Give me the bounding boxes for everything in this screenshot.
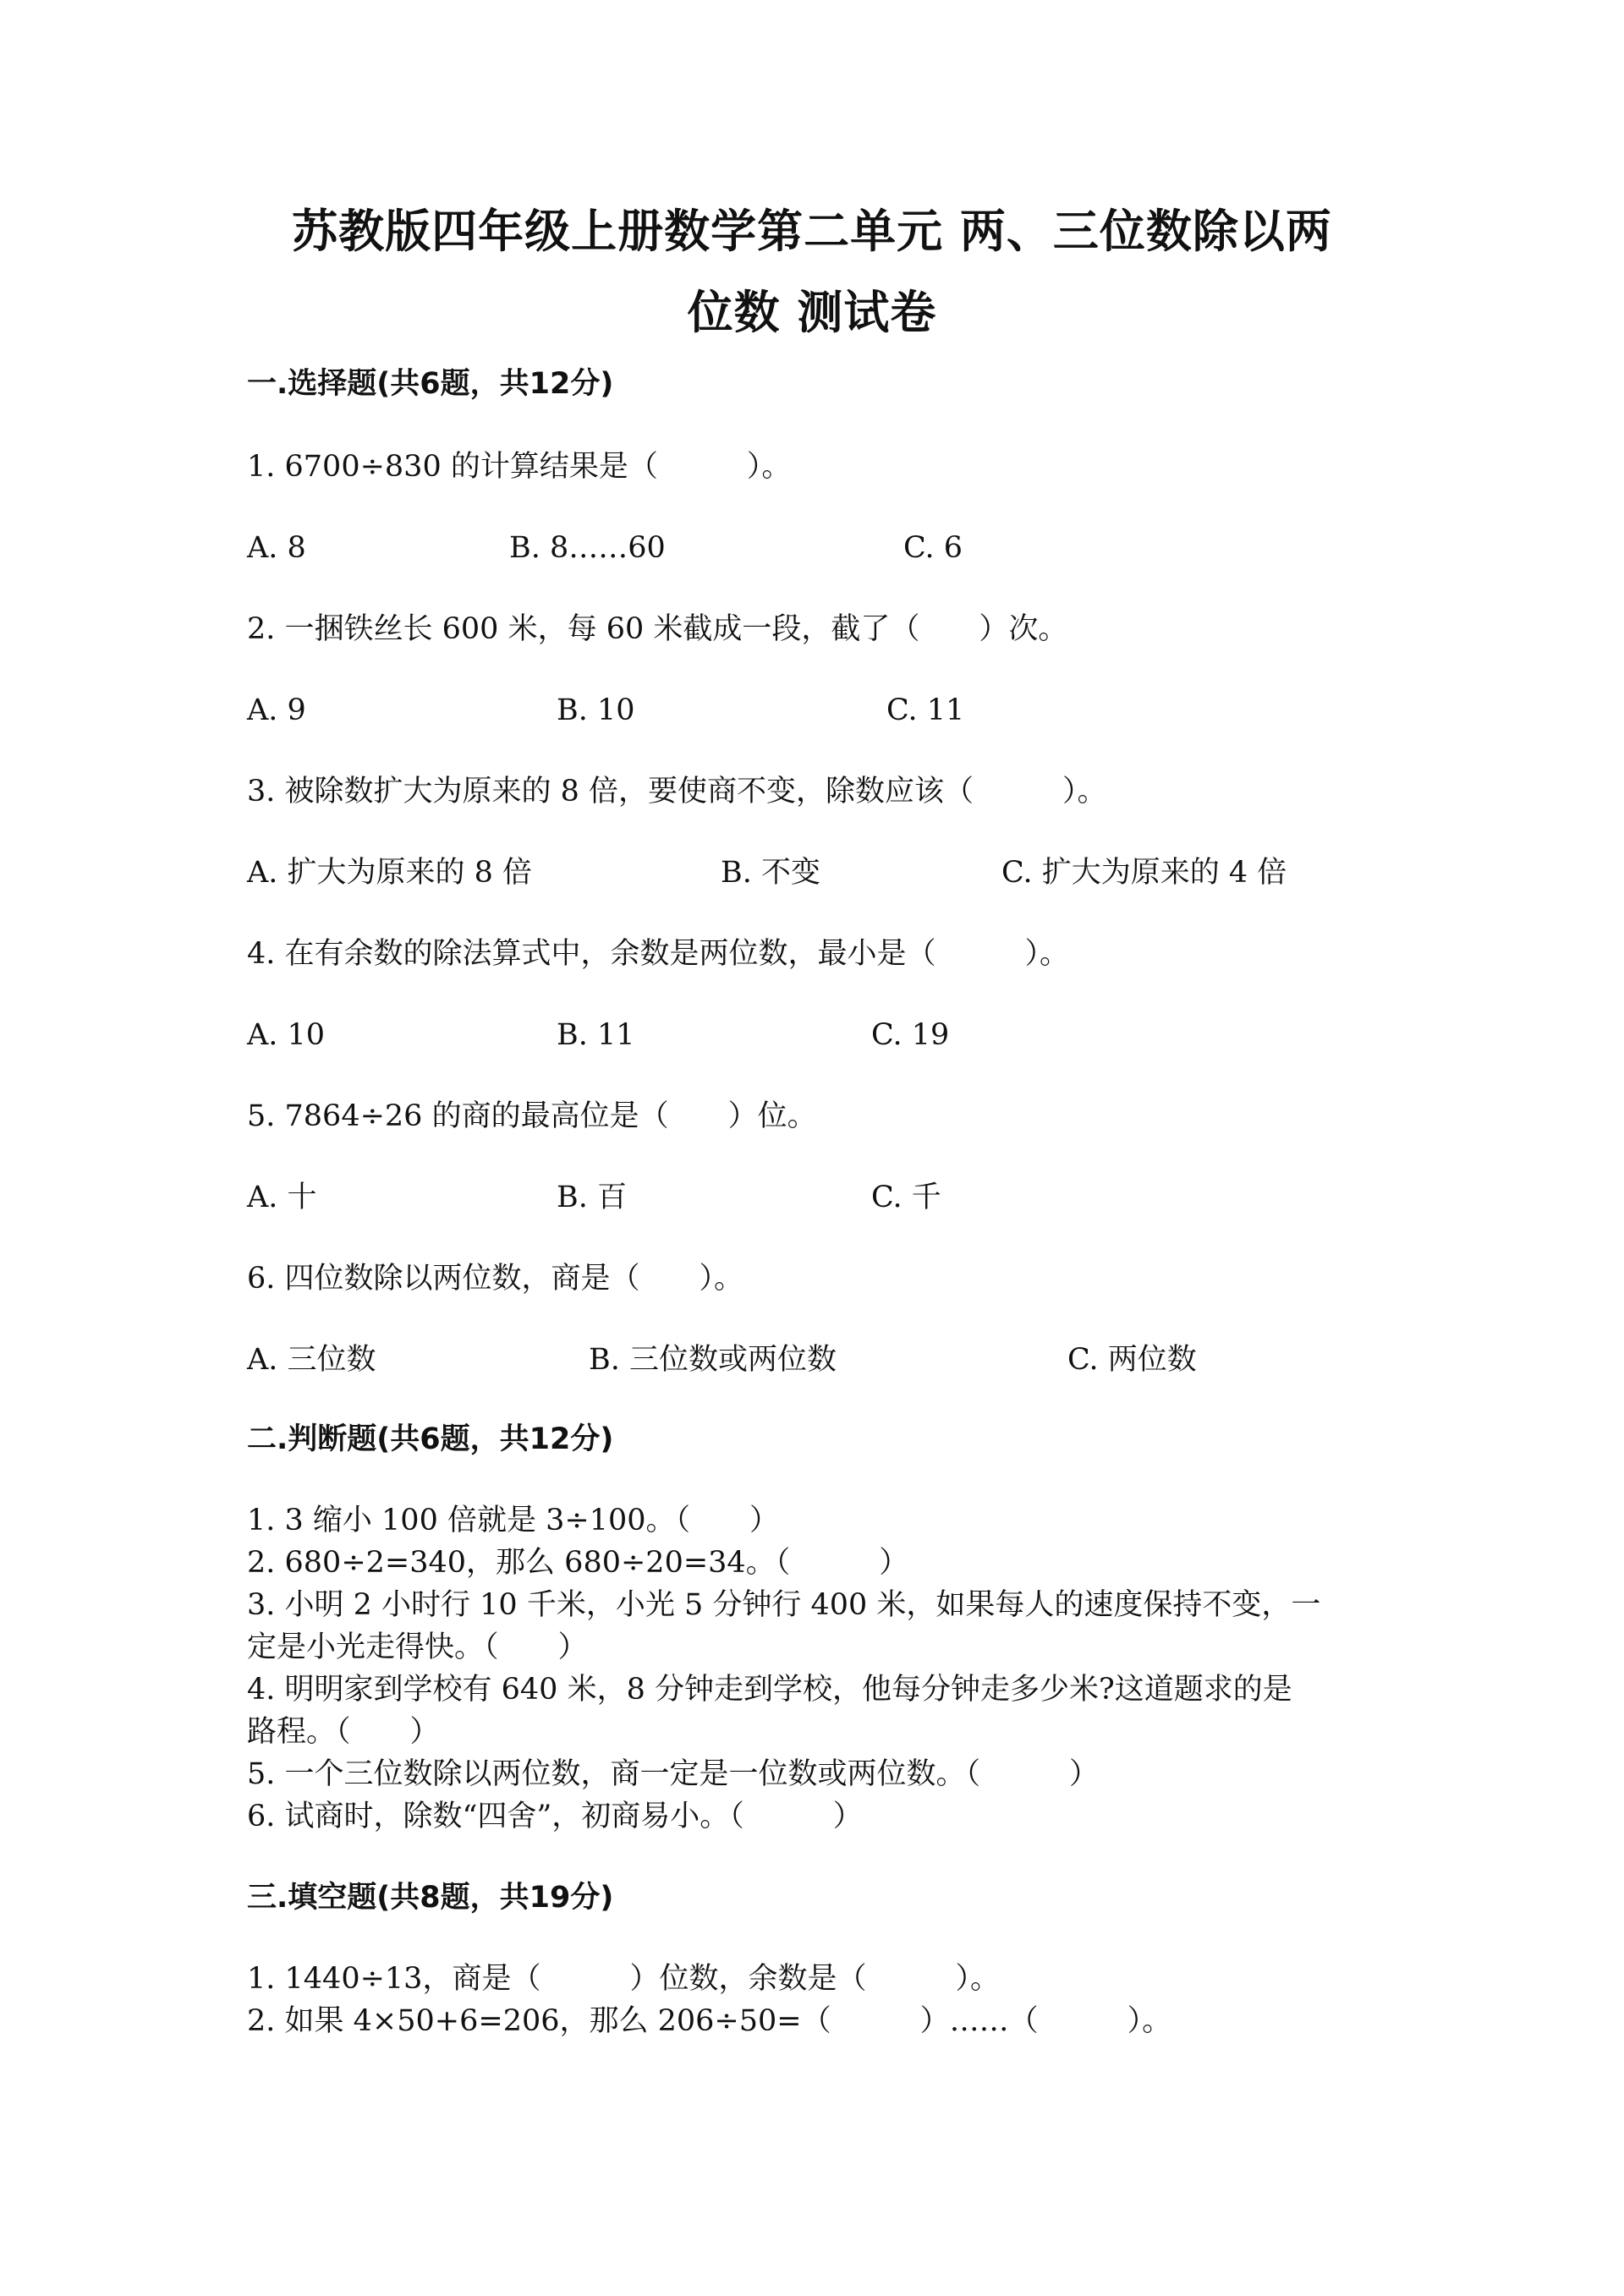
- judge-line-3-continued: 定是小光走得快。（ ）: [247, 1630, 588, 1664]
- page-title: [203, 191, 1421, 353]
- section-heading-fill: 三.填空题(共8题，共19分): [247, 1881, 614, 1915]
- judge-line-4-continued: 路程。（ ）: [247, 1715, 440, 1749]
- choice-2-option-c: C. 11: [886, 693, 965, 727]
- choice-3-option-b: B. 不变: [721, 856, 820, 890]
- section-heading-judge: 二.判断题(共6题，共12分): [247, 1422, 614, 1456]
- choice-4-option-a: A. 10: [247, 1018, 326, 1052]
- choice-3-option-c: C. 扩大为原来的 4 倍: [1001, 856, 1287, 890]
- judge-line-4: 4. 明明家到学校有 640 米，8 分钟走到学校，他每分钟走多少米?这道题求的是: [247, 1673, 1292, 1707]
- choice-6-option-c: C. 两位数: [1067, 1343, 1197, 1377]
- choice-4-option-b: B. 11: [557, 1018, 635, 1052]
- choice-5-option-b: B. 百: [557, 1181, 627, 1214]
- choice-1-option-b: B. 8……60: [509, 531, 666, 565]
- section-heading-choice: 一.选择题(共6题，共12分): [247, 367, 614, 401]
- choice-2-option-a: A. 9: [247, 693, 306, 727]
- choice-3-option-a: A. 扩大为原来的 8 倍: [247, 856, 533, 890]
- choice-question-1: 1. 6700÷830 的计算结果是（ ）。: [247, 450, 792, 484]
- choice-5-option-a: A. 十: [247, 1181, 317, 1214]
- choice-question-6: 6. 四位数除以两位数，商是（ ）。: [247, 1262, 744, 1296]
- choice-5-option-c: C. 千: [871, 1181, 941, 1214]
- choice-question-2: 2. 一捆铁丝长 600 米，每 60 米截成一段，截了（ ）次。: [247, 612, 1068, 646]
- fill-line-1: 1. 1440÷13，商是（ ）位数，余数是（ ）。: [247, 1962, 1000, 1996]
- choice-4-option-c: C. 19: [871, 1018, 950, 1052]
- choice-6-option-b: B. 三位数或两位数: [589, 1343, 837, 1377]
- judge-line-6: 6. 试商时，除数“四舍”，初商易小。（ ）: [247, 1800, 863, 1833]
- judge-line-3: 3. 小明 2 小时行 10 千米，小光 5 分钟行 400 米，如果每人的速度保持不变，一: [247, 1588, 1321, 1622]
- judge-line-2: 2. 680÷2=340，那么 680÷20=34。（ ）: [247, 1546, 909, 1580]
- fill-line-2: 2. 如果 4×50+6=206，那么 206÷50=（ ）……（ ）。: [247, 2004, 1172, 2038]
- choice-2-option-b: B. 10: [557, 693, 635, 727]
- title-line-2: 位数 测试卷: [687, 286, 937, 339]
- title-line-1: 苏教版四年级上册数学第二单元 两、三位数除以两: [292, 205, 1332, 258]
- choice-1-option-c: C. 6: [903, 531, 963, 565]
- choice-question-5: 5. 7864÷26 的商的最高位是（ ）位。: [247, 1099, 817, 1133]
- choice-question-3: 3. 被除数扩大为原来的 8 倍，要使商不变，除数应该（ ）。: [247, 775, 1107, 808]
- judge-line-1: 1. 3 缩小 100 倍就是 3÷100。（ ）: [247, 1504, 779, 1537]
- choice-6-option-a: A. 三位数: [247, 1343, 376, 1377]
- judge-line-5: 5. 一个三位数除以两位数，商一定是一位数或两位数。（ ）: [247, 1757, 1100, 1791]
- choice-1-option-a: A. 8: [247, 531, 306, 565]
- choice-question-4: 4. 在有余数的除法算式中，余数是两位数，最小是（ ）。: [247, 937, 1070, 971]
